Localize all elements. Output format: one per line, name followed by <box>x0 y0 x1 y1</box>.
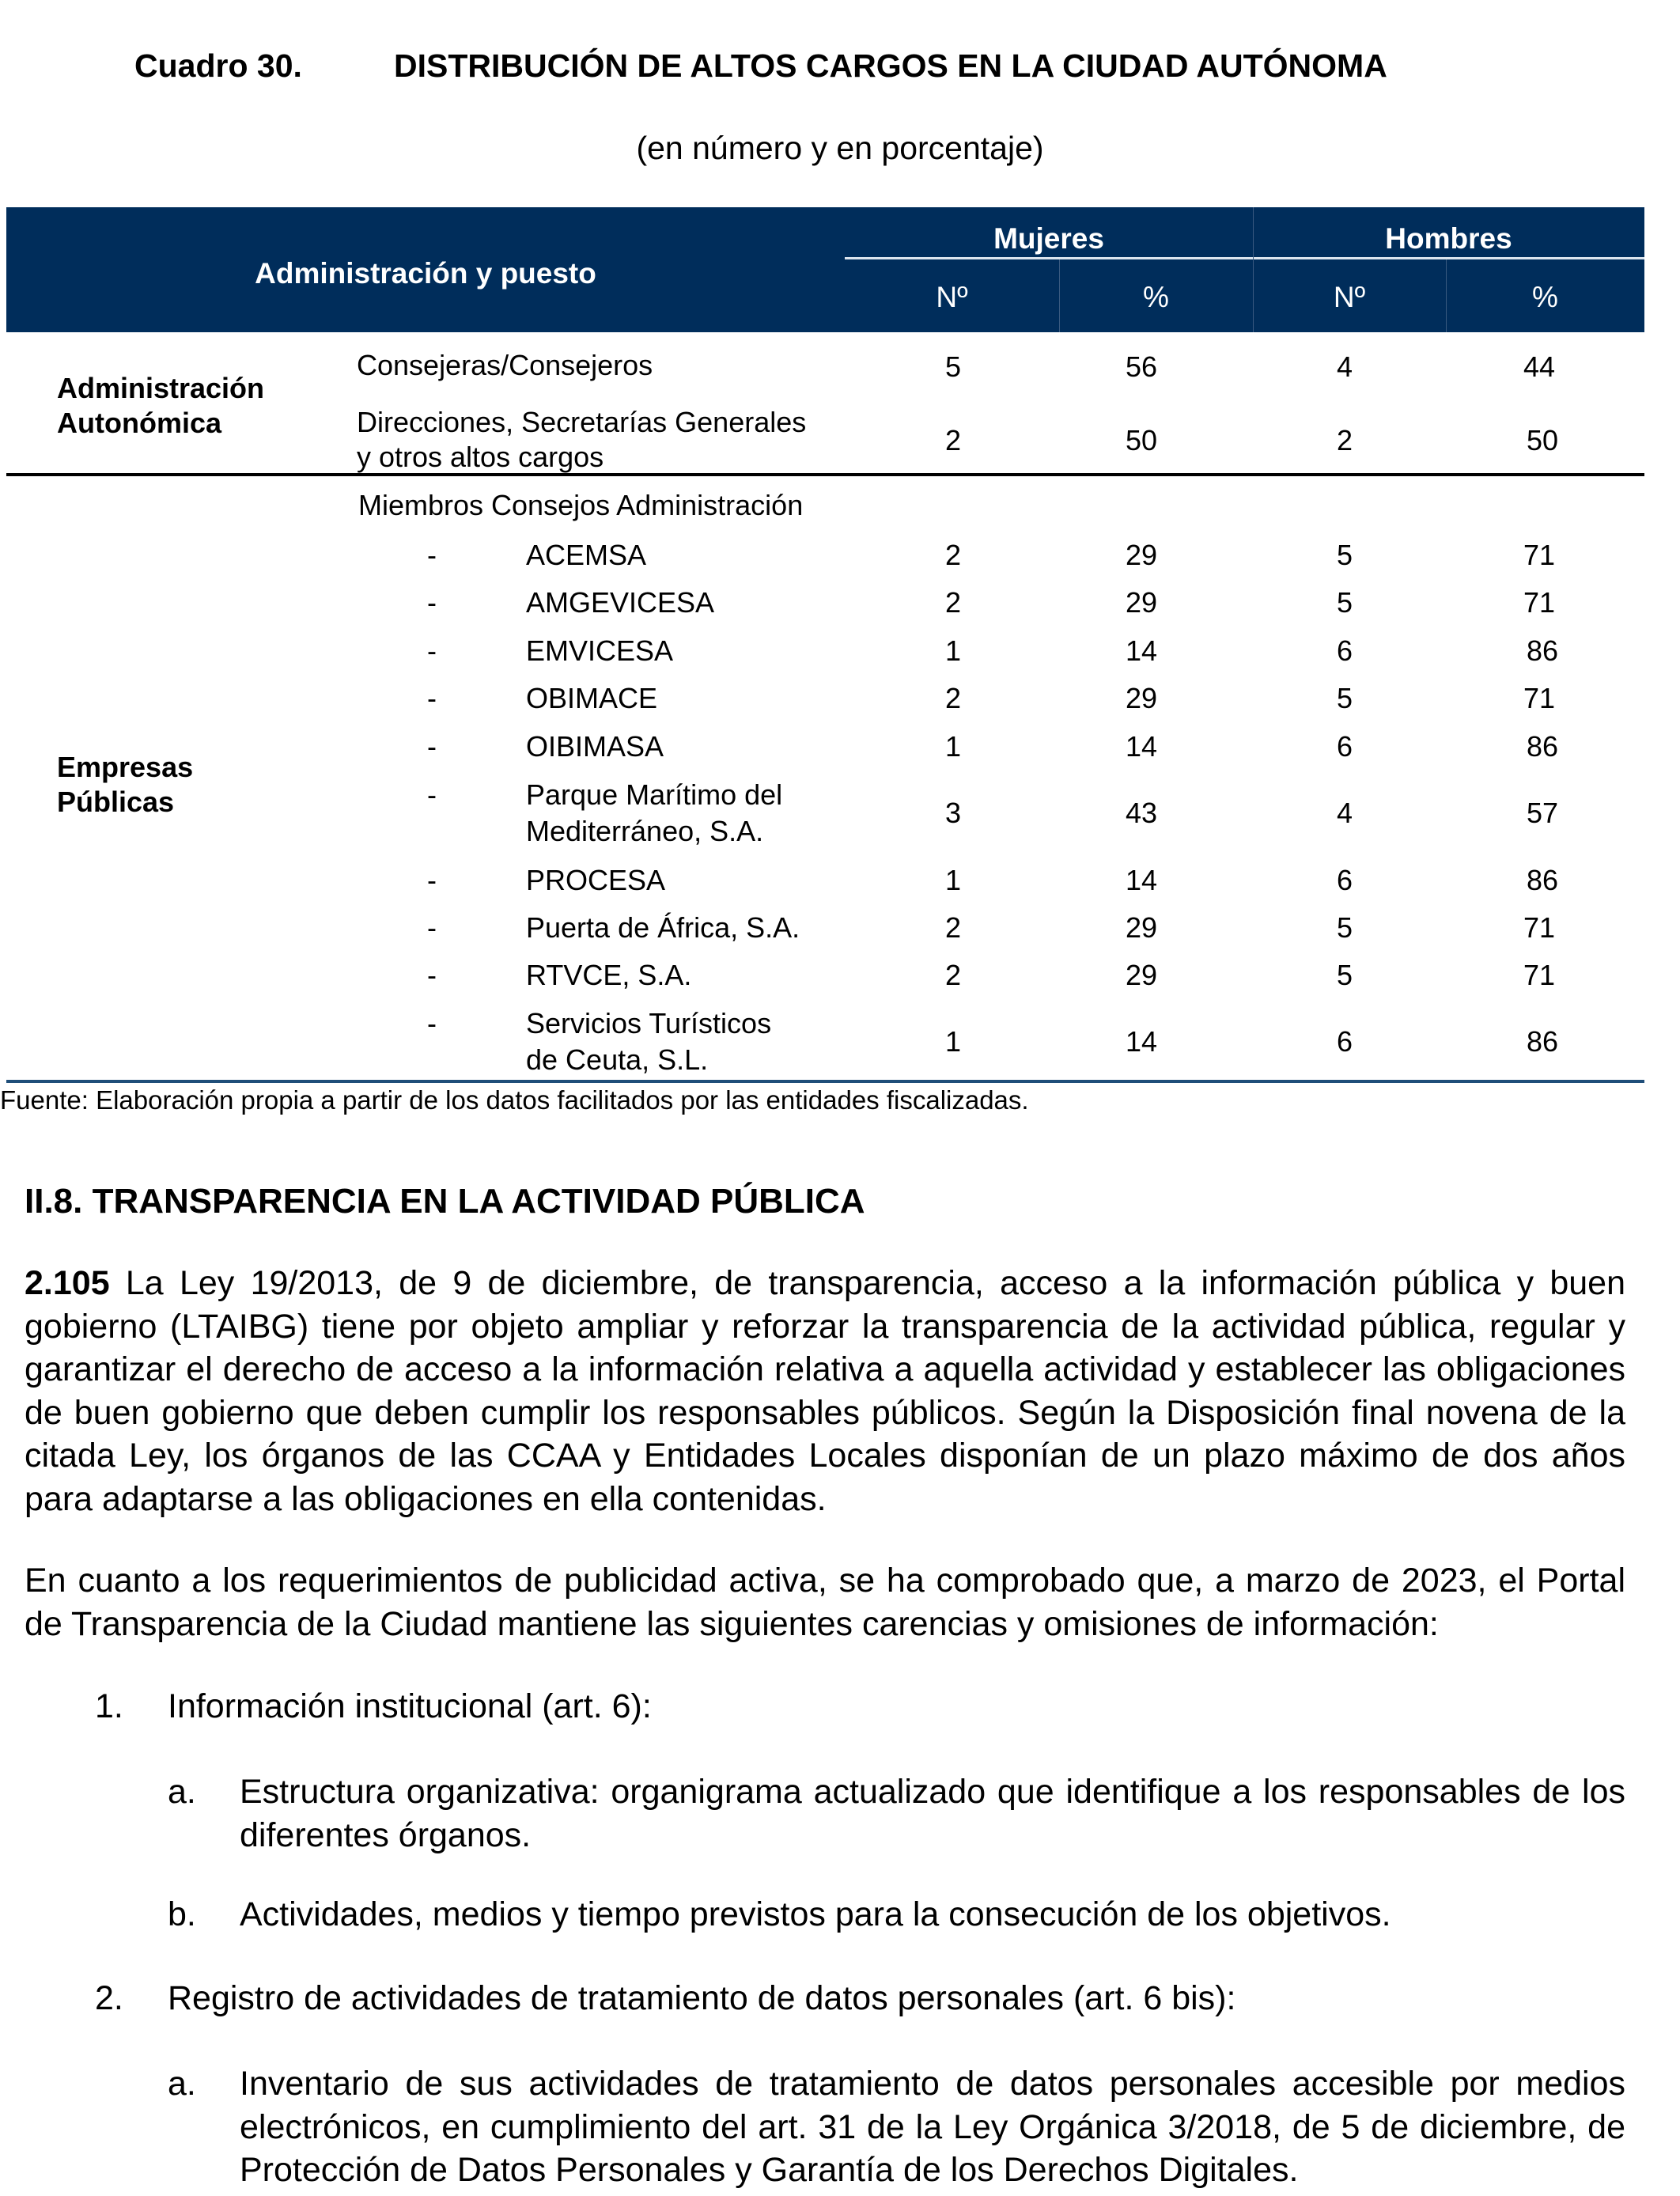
company-name: RTVCE, S.A. <box>526 959 692 991</box>
group-label-line: Empresas <box>57 751 194 783</box>
women-pct: 56 <box>1125 350 1158 383</box>
company-name-line: Parque Marítimo del <box>526 778 783 811</box>
paragraph-number: 2.105 <box>25 1264 110 1302</box>
company-name-line: Servicios Turísticos <box>526 1007 772 1039</box>
bullet-dash: - <box>427 778 437 811</box>
men-n: 4 <box>1336 797 1353 829</box>
table-bottom-rule <box>6 1080 1644 1083</box>
men-pct: 71 <box>1523 539 1556 571</box>
women-pct: 50 <box>1125 424 1158 456</box>
women-pct: 29 <box>1125 682 1158 714</box>
header-col-men-n: Nº <box>1333 281 1366 313</box>
company-name: EMVICESA <box>526 634 674 667</box>
header-group-women: Mujeres <box>993 222 1104 255</box>
bullet-dash: - <box>427 586 437 619</box>
women-pct: 14 <box>1125 1025 1158 1058</box>
paragraph-2-105 <box>25 1262 1625 1520</box>
company-name: PROCESA <box>526 864 666 896</box>
group-label-line: Administración <box>57 372 265 404</box>
men-pct: 71 <box>1523 959 1556 991</box>
list-marker: 2. <box>95 1979 123 2017</box>
bullet-dash: - <box>427 864 437 896</box>
group-label-line: Autonómica <box>57 407 222 439</box>
women-n: 2 <box>944 586 962 619</box>
women-n: 2 <box>944 911 962 944</box>
women-n: 3 <box>944 797 962 829</box>
women-n: 5 <box>944 350 962 383</box>
men-n: 2 <box>1336 424 1353 456</box>
company-name: ACEMSA <box>526 539 647 571</box>
company-name: Puerta de África, S.A. <box>526 911 800 944</box>
section-heading: II.8. TRANSPARENCIA EN LA ACTIVIDAD PÚBLICA <box>25 1182 865 1221</box>
women-n: 1 <box>944 1025 962 1058</box>
table-label: Cuadro 30. <box>134 47 302 84</box>
men-pct: 44 <box>1523 350 1556 383</box>
subheading: Miembros Consejos Administración <box>358 489 804 521</box>
women-pct: 14 <box>1125 730 1158 763</box>
men-pct: 71 <box>1523 586 1556 619</box>
men-n: 5 <box>1336 539 1353 571</box>
row-name: Consejeras/Consejeros <box>357 349 653 381</box>
women-pct: 29 <box>1125 959 1158 991</box>
list-marker: a. <box>168 1773 196 1811</box>
list-item: Información institucional (art. 6): <box>168 1687 652 1725</box>
paragraph-publicidad: En cuanto a los requerimientos de publicidad activa, se ha comprobado que, a marzo de 2023, el Portal de Transparencia de la Ciudad mantiene las siguientes carencias y omisiones de información: <box>25 1562 1625 1643</box>
bullet-dash: - <box>427 682 437 714</box>
list-marker: 1. <box>95 1687 123 1725</box>
women-n: 2 <box>944 959 962 991</box>
men-n: 5 <box>1336 959 1353 991</box>
bullet-dash: - <box>427 959 437 991</box>
header-group-men: Hombres <box>1385 222 1512 255</box>
women-pct: 29 <box>1125 586 1158 619</box>
bullet-dash: - <box>427 730 437 763</box>
men-n: 5 <box>1336 682 1353 714</box>
company-name: OBIMACE <box>526 682 658 714</box>
header-col-women-pct: % <box>1143 281 1169 313</box>
company-name-line: de Ceuta, S.L. <box>526 1043 709 1076</box>
bullet-dash: - <box>427 539 437 571</box>
women-n: 2 <box>944 424 962 456</box>
list-marker: a. <box>168 2065 196 2103</box>
table-source: Fuente: Elaboración propia a partir de los datos facilitados por las entidades fiscalizadas. <box>0 1085 1029 1115</box>
women-pct: 14 <box>1125 634 1158 667</box>
row-name-line: Direcciones, Secretarías Generales <box>357 406 807 438</box>
list-subitem: Estructura organizativa: organigrama actualizado que identifique a los responsables de los diferentes órganos. <box>240 1773 1625 1854</box>
bullet-dash: - <box>427 1007 437 1039</box>
company-name: OIBIMASA <box>526 730 664 763</box>
men-pct: 71 <box>1523 682 1556 714</box>
women-pct: 14 <box>1125 864 1158 896</box>
women-pct: 43 <box>1125 797 1158 829</box>
bullet-dash: - <box>427 911 437 944</box>
men-pct: 86 <box>1526 634 1559 667</box>
list-item: Registro de actividades de tratamiento de datos personales (art. 6 bis): <box>168 1979 1236 2017</box>
men-n: 5 <box>1336 586 1353 619</box>
women-n: 1 <box>944 634 962 667</box>
women-n: 2 <box>944 539 962 571</box>
group-separator <box>6 473 1644 476</box>
table-subtitle: (en número y en porcentaje) <box>636 130 1044 166</box>
men-pct: 57 <box>1526 797 1559 829</box>
men-n: 6 <box>1336 634 1353 667</box>
women-n: 1 <box>944 864 962 896</box>
group-label-line: Públicas <box>57 786 175 818</box>
men-n: 5 <box>1336 911 1353 944</box>
header-group-underline <box>845 257 1644 259</box>
header-col-men-pct: % <box>1532 281 1558 313</box>
list-subitem: Actividades, medios y tiempo previstos para la consecución de los objetivos. <box>240 1895 1391 1933</box>
men-pct: 71 <box>1523 911 1556 944</box>
table-title: DISTRIBUCIÓN DE ALTOS CARGOS EN LA CIUDAD AUTÓNOMA <box>394 47 1387 84</box>
list-subitem: Inventario de sus actividades de tratamiento de datos personales accesible por medios electrónicos, en cumplimiento del art. 31 de la Ley Orgánica 3/2018, de 5 de diciembre, de Protección de Datos Personales y Garantía de los Derechos Digitales. <box>240 2065 1625 2189</box>
company-name-line: Mediterráneo, S.A. <box>526 815 764 847</box>
men-pct: 86 <box>1526 730 1559 763</box>
men-n: 6 <box>1336 1025 1353 1058</box>
paragraph-text: La Ley 19/2013, de 9 de diciembre, de transparencia, acceso a la información pública y buen gobierno (LTAIBG) tiene por objeto ampliar y reforzar la transparencia de la actividad pública, regular y garantizar el derecho de acceso a la información relativa a aquella actividad y establecer las obligaciones de buen gobierno que deben cumplir los responsables públicos. Según la Disposición final novena de la citada Ley, los órganos de las CCAA y Entidades Locales disponían de un plazo máximo de dos años para adaptarse a las obligaciones en ella contenidas. <box>25 1264 1625 1518</box>
men-pct: 50 <box>1526 424 1559 456</box>
women-pct: 29 <box>1125 539 1158 571</box>
bullet-dash: - <box>427 634 437 667</box>
company-name: AMGEVICESA <box>526 586 715 619</box>
men-pct: 86 <box>1526 1025 1559 1058</box>
row-name-line: y otros altos cargos <box>357 441 604 473</box>
header-col-women-n: Nº <box>936 281 968 313</box>
women-n: 2 <box>944 682 962 714</box>
men-n: 6 <box>1336 864 1353 896</box>
list-marker: b. <box>168 1895 196 1933</box>
men-n: 6 <box>1336 730 1353 763</box>
men-n: 4 <box>1336 350 1353 383</box>
header-row-label: Administración y puesto <box>255 257 596 290</box>
women-n: 1 <box>944 730 962 763</box>
men-pct: 86 <box>1526 864 1559 896</box>
women-pct: 29 <box>1125 911 1158 944</box>
